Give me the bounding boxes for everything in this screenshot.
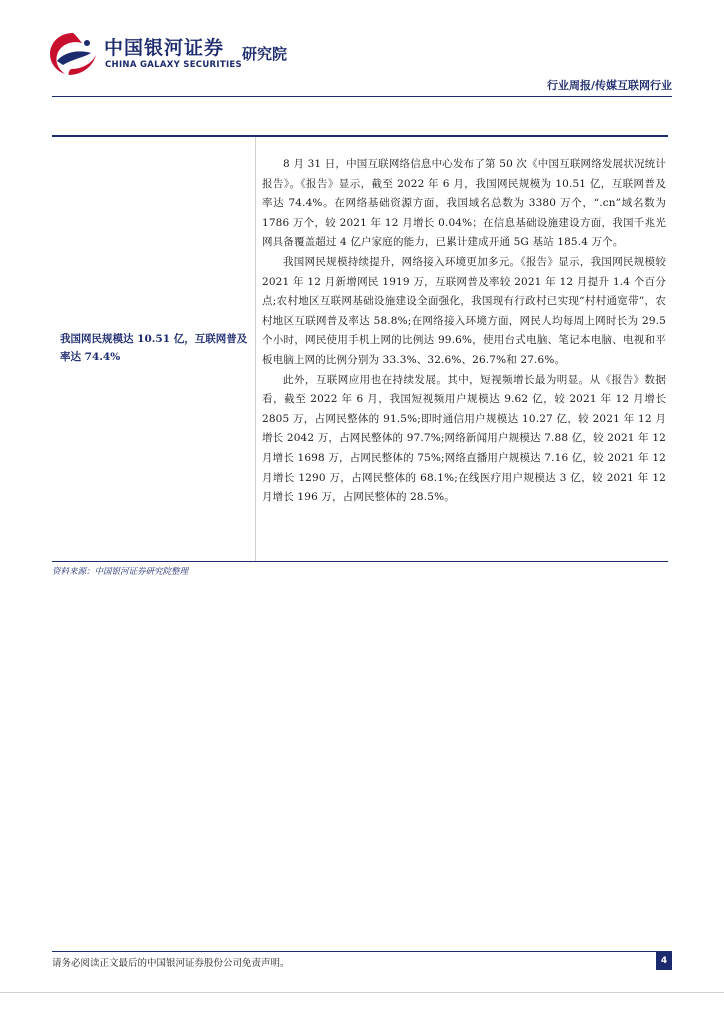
report-type-label: 行业周报/传媒互联网行业 [546, 79, 672, 92]
paragraph: 8 月 31 日，中国互联网络信息中心发布了第 50 次《中国互联网络发展状况统计报告》。《报告》显示，截至 2022 年 6 月，我国网民规模为 10.51 亿，互联网普及率达 74.4%。在网络基础资源方面，我国域名总数为 3380 万个，“.cn”域名数为 1786 万个，较 2021 年 12 月增长 0.04%；在信息基础设施建设方面，我国千兆光网具备覆盖超过 4 亿户家庭的能力，已累计建成开通 5G 基站 185.4 万个。 [262, 158, 666, 249]
brand-name-en: CHINA GALAXY SECURITIES [105, 60, 242, 70]
paragraph: 我国网民规模持续提升，网络接入环境更加多元。《报告》显示，我国网民规模较 2021 年 12 月新增网民 1919 万，互联网普及率较 2021 年 12 月提升 1.4 个百分点;农村地区互联网基础设施建设全面强化，我国现有行政村已实现“村村通宽带”，农村地区互联网普及率达 58.8%;在网络接入环境方面，网民人均每周上网时长为 29.5 个小时，网民使用手机上网的比例达 99.6%，使用台式电脑、笔记本电脑、电视和平板电脑上网的比例分别为 33.3%、32.6%、26.7%和 27.6%。 [262, 255, 666, 366]
section-top-rule [52, 135, 668, 137]
header-divider [52, 96, 672, 97]
institute-label: 研究院 [242, 45, 288, 63]
china-galaxy-logo-icon [47, 31, 99, 77]
column-divider [255, 137, 256, 561]
brand-name-cn: 中国银河证券 [104, 37, 225, 59]
page-number: 4 [656, 952, 672, 970]
page-bottom-line [0, 992, 724, 993]
footer-disclaimer: 请务必阅读正文最后的中国银河证券股份公司免责声明。 [52, 958, 290, 969]
paragraph: 此外，互联网应用也在持续发展。其中，短视频增长最为明显。从《报告》数据看，截至 2022 年 6 月，我国短视频用户规模达 9.62 亿，较 2021 年 12 月增长 2805 万，占网民整体的 91.5%;即时通信用户规模达 10.27 亿，较 2021 年 12 月增长 2042 万，占网民整体的 97.7%;网络新闻用户规模达 7.88 亿，较 2021 年 12 月增长 1698 万，占网民整体的 75%;网络直播用户规模达 7.16 亿，较 2021 年 12 月增长 1290 万，占网民整体的 68.1%;在线医疗用户规模达 3 亿，较 2021 年 12 月增长 196 万，占网民整体的 28.5%。 [262, 373, 666, 504]
source-note: 资料来源：中国银河证券研究院整理 [52, 567, 189, 577]
body-text [262, 155, 666, 508]
side-heading: 我国网民规模达 10.51 亿，互联网普及率达 74.4% [60, 333, 248, 363]
footer-divider [52, 951, 672, 952]
section-bottom-rule [52, 561, 668, 562]
